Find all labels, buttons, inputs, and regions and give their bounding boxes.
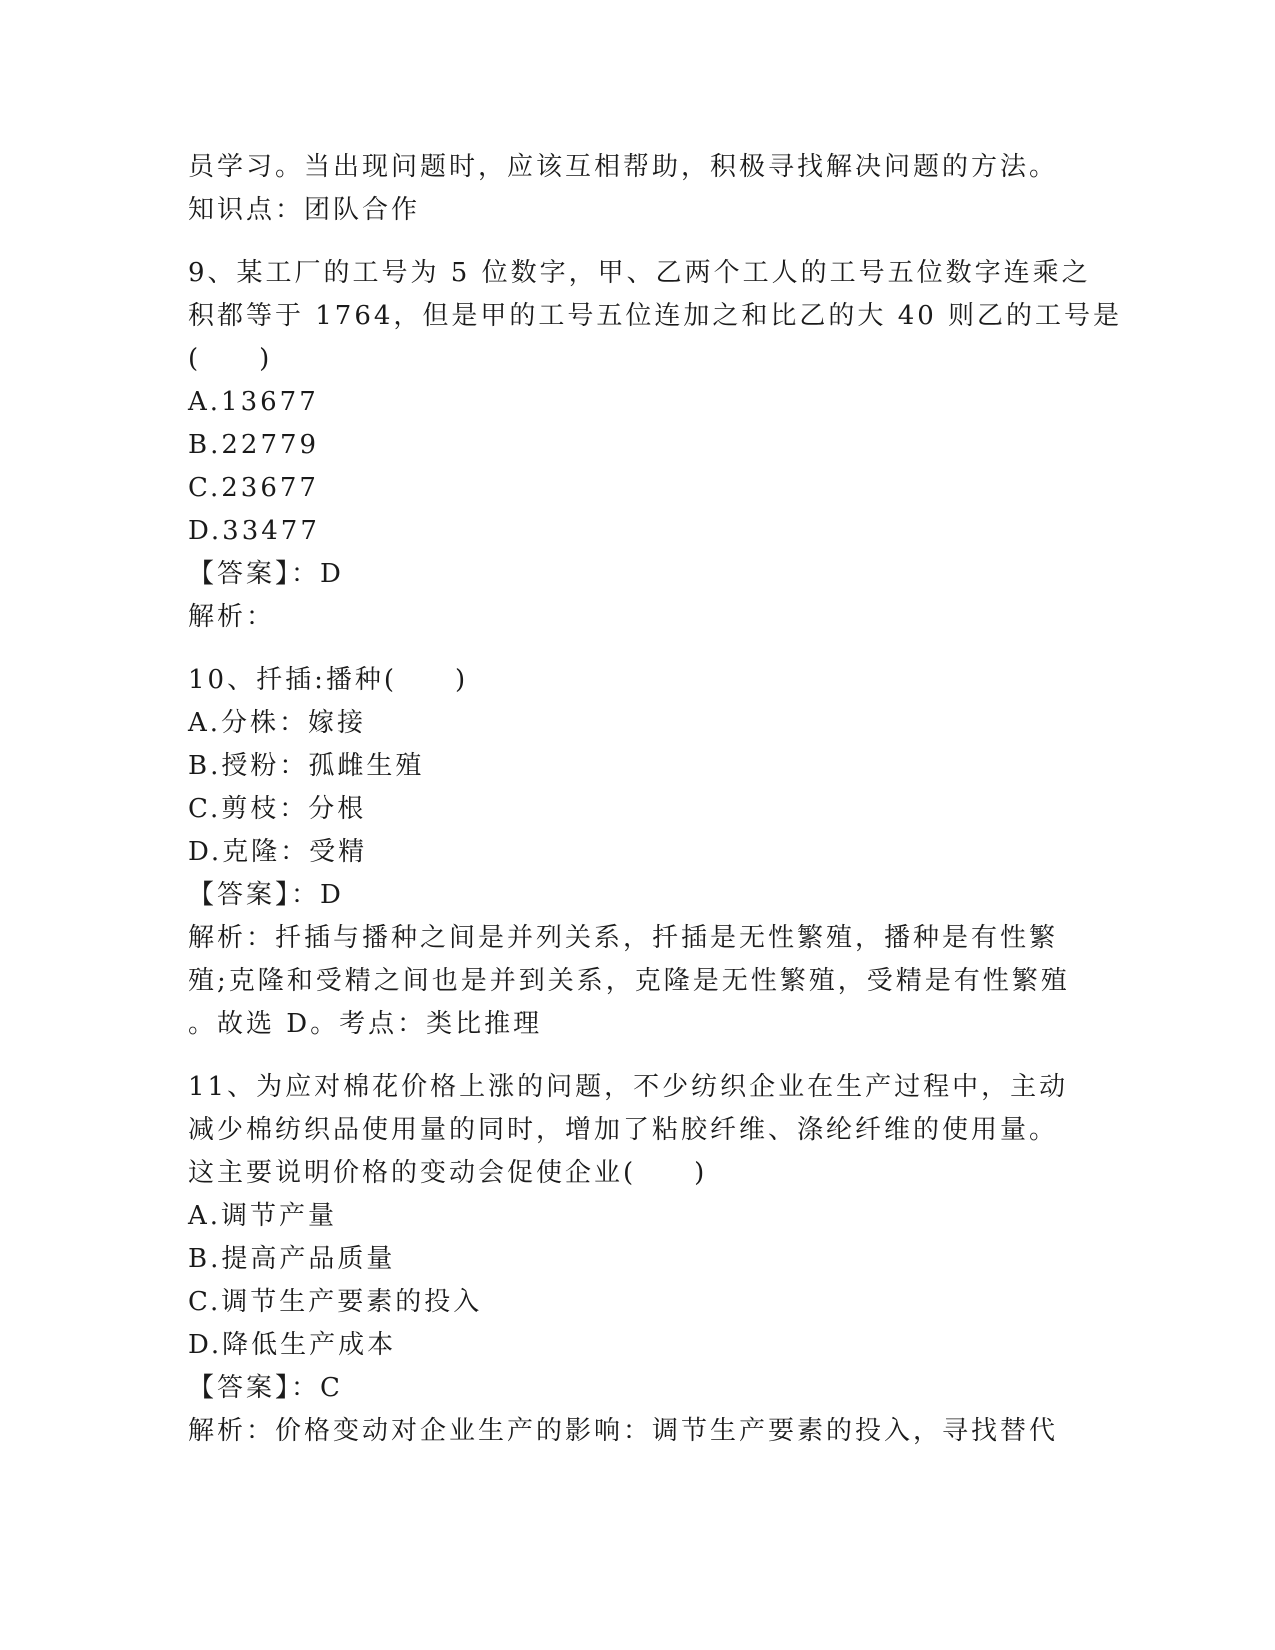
answer: 【答案】：D xyxy=(188,559,344,589)
option-d: D.降低生产成本 xyxy=(188,1330,397,1360)
option-d: D.33477 xyxy=(188,516,320,546)
question-stem-line: 10、扦插:播种( ) xyxy=(188,665,469,695)
q8-knowledge-point: 知识点：团队合作 xyxy=(188,195,421,225)
question-stem-line: 积都等于 1764，但是甲的工号五位连加之和比乙的大 40 则乙的工号是 xyxy=(188,301,1123,331)
analysis: 解析： xyxy=(188,602,276,632)
analysis: 解析：价格变动对企业生产的影响：调节生产要素的投入，寻找替代 xyxy=(188,1416,1059,1446)
question-stem-line: 这主要说明价格的变动会促使企业( ) xyxy=(188,1158,708,1188)
question-stem-line: 11、为应对棉花价格上涨的问题，不少纺织企业在生产过程中，主动 xyxy=(188,1072,1069,1102)
q8-analysis-tail: 员学习。当出现问题时，应该互相帮助，积极寻找解决问题的方法。 xyxy=(188,152,1059,182)
option-b: B.授粉：孤雌生殖 xyxy=(188,751,425,781)
question-11 xyxy=(188,1066,1088,1453)
option-c: C.23677 xyxy=(188,473,319,503)
question-stem-line: ( ) xyxy=(188,344,273,374)
answer: 【答案】：C xyxy=(188,1373,343,1403)
analysis-line: 解析：扦插与播种之间是并列关系，扦插是无性繁殖，播种是有性繁 xyxy=(188,923,1059,953)
option-a: A.13677 xyxy=(188,387,319,417)
option-b: B.22779 xyxy=(188,430,320,460)
analysis-line: 殖;克隆和受精之间也是并到关系，克隆是无性繁殖，受精是有性繁殖 xyxy=(188,966,1070,996)
question-stem-line: 9、某工厂的工号为 5 位数字，甲、乙两个工人的工号五位数字连乘之 xyxy=(188,258,1091,288)
option-b: B.提高产品质量 xyxy=(188,1244,396,1274)
option-c: C.调节生产要素的投入 xyxy=(188,1287,483,1317)
option-d: D.克隆：受精 xyxy=(188,837,368,867)
answer: 【答案】：D xyxy=(188,880,344,910)
option-a: A.调节产量 xyxy=(188,1201,338,1231)
option-c: C.剪枝：分根 xyxy=(188,794,367,824)
analysis-line: 。故选 D。考点：类比推理 xyxy=(188,1009,543,1039)
question-9 xyxy=(188,252,1123,639)
option-a: A.分株：嫁接 xyxy=(188,708,367,738)
question-10 xyxy=(188,659,1088,1046)
question-stem-line: 减少棉纺织品使用量的同时，增加了粘胶纤维、涤纶纤维的使用量。 xyxy=(188,1115,1059,1145)
document-page xyxy=(188,146,1123,1453)
